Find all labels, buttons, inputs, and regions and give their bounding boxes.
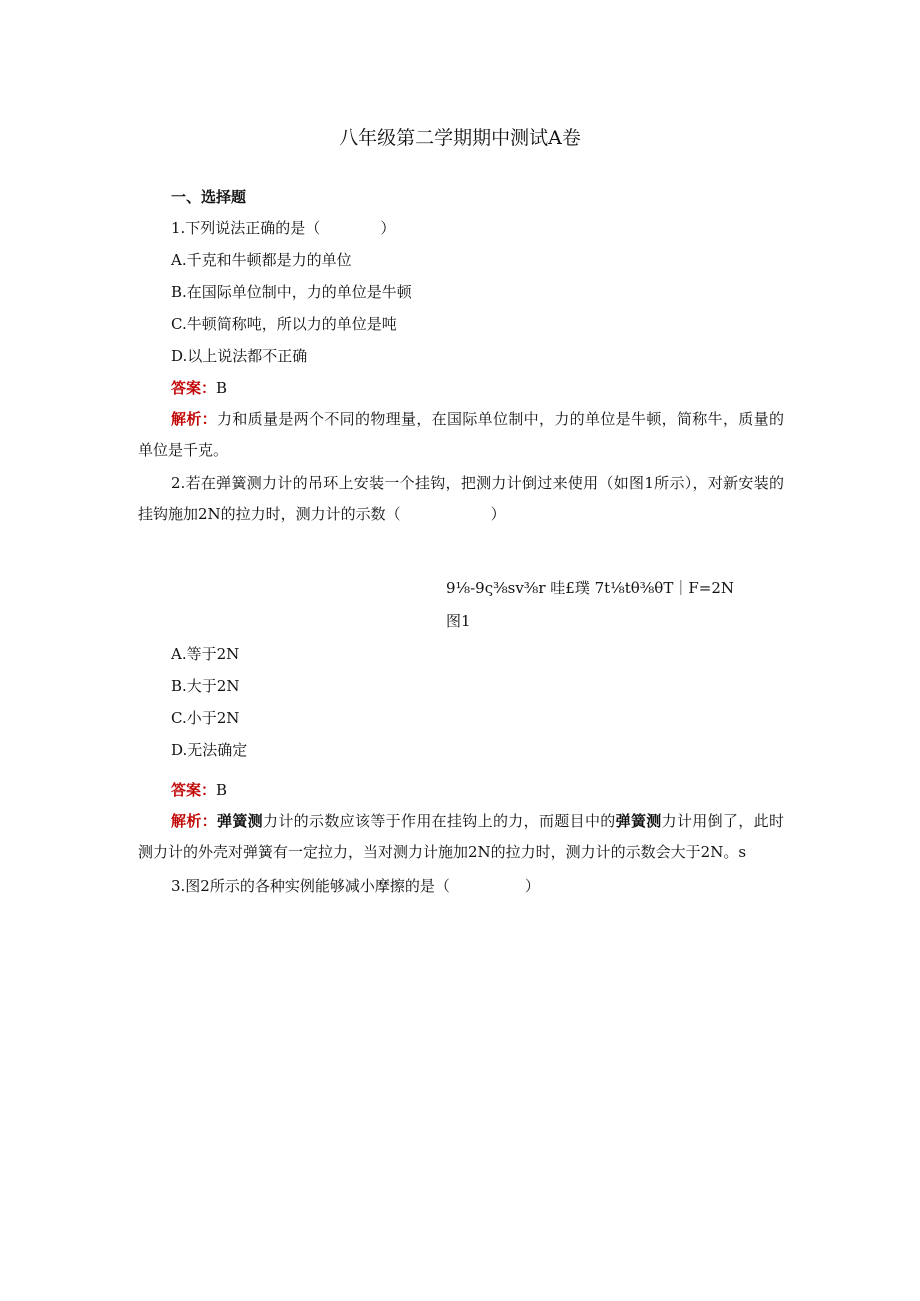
figure-1-caption: 图1	[446, 612, 471, 630]
analysis-text: 力计用倒了，此时测力计的外壳对弹簧有一定拉力，当对测力计施加2N的拉力时，测力计的示数会大于2N。s	[138, 812, 784, 861]
question-1-stem: 1.下列说法正确的是（ ）	[171, 219, 396, 237]
question-1-option-b: B.在国际单位制中，力的单位是牛顿	[171, 283, 412, 301]
analysis-text: 力和质量是两个不同的物理量，在国际单位制中，力的单位是牛顿，简称牛，质量的单位是千克。	[138, 410, 784, 459]
analysis-label: 解析：	[171, 410, 217, 428]
page-title: 八年级第二学期期中测试A卷	[339, 127, 581, 149]
question-1-option-d: D.以上说法都不正确	[171, 347, 308, 365]
question-3-stem: 3.图2所示的各种实例能够减小摩擦的是（ ）	[171, 877, 540, 895]
figure-1-placeholder-text: 9⅛-9ς⅜sv⅜r 哇£璞 7t⅛tθ⅜θT｜F=2N	[446, 579, 734, 597]
analysis-label: 解析：	[171, 812, 217, 830]
question-1-analysis	[138, 404, 784, 466]
section-heading: 一、选择题	[171, 188, 247, 206]
question-1-option-c: C.牛顿简称吨，所以力的单位是吨	[171, 315, 397, 333]
answer-label: 答案：	[171, 379, 217, 397]
question-1-answer	[171, 379, 227, 397]
answer-value: B	[216, 379, 228, 397]
question-2-option-c: C.小于2N	[171, 709, 240, 727]
analysis-term: 弹簧测	[615, 812, 662, 830]
question-2-option-a: A.等于2N	[171, 645, 240, 663]
question-2-option-b: B.大于2N	[171, 677, 240, 695]
question-2-analysis	[138, 806, 784, 868]
analysis-term: 弹簧测	[217, 812, 263, 830]
question-1-option-a: A.千克和牛顿都是力的单位	[171, 251, 352, 269]
answer-label: 答案：	[171, 781, 217, 799]
question-2-stem: 2.若在弹簧测力计的吊环上安装一个挂钩，把测力计倒过来使用（如图1所示），对新安装的挂钩施加2N的拉力时，测力计的示数（ ）	[138, 474, 784, 523]
analysis-text: 力计的示数应该等于作用在挂钩上的力，而题目中的	[263, 812, 616, 830]
answer-value: B	[216, 781, 228, 799]
question-2-answer	[171, 781, 227, 799]
question-2-option-d: D.无法确定	[171, 741, 248, 759]
